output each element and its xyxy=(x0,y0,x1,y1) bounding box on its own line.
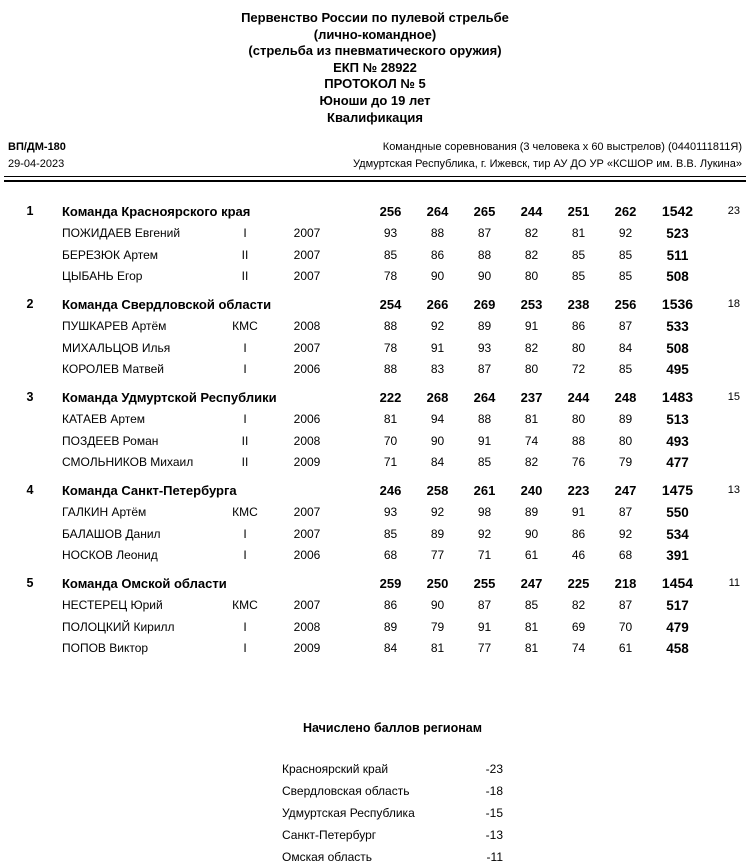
shooter-birth-year: 2007 xyxy=(293,504,321,519)
shooter-series-score: 92 xyxy=(618,526,633,541)
team-series-score: 240 xyxy=(520,483,543,498)
shooter-series-score: 93 xyxy=(477,340,492,355)
region-name: Санкт-Петербург xyxy=(282,828,377,842)
shooter-series-score: 91 xyxy=(430,340,445,355)
shooter-series-score: 81 xyxy=(524,619,539,634)
team-series-score: 266 xyxy=(426,297,449,312)
shooter-row xyxy=(8,223,742,245)
header-line: (лично-командное) xyxy=(313,26,437,42)
header-line: ЕКП № 28922 xyxy=(333,59,417,75)
team-total-score: 1483 xyxy=(661,389,694,405)
shooter-total-score: 534 xyxy=(666,526,689,542)
shooter-series-score: 88 xyxy=(430,225,445,240)
region-points-value: -23 xyxy=(485,762,503,776)
shooter-row xyxy=(8,359,742,381)
shooter-series-score: 92 xyxy=(430,318,445,333)
shooter-degree: II xyxy=(241,269,249,284)
shooter-series-score: 89 xyxy=(618,411,633,426)
team-rank: 1 xyxy=(26,204,34,218)
shooter-series-score: 80 xyxy=(571,411,586,426)
shooter-series-score: 46 xyxy=(571,548,586,563)
shooter-series-score: 89 xyxy=(383,619,398,634)
shooter-degree: I xyxy=(243,641,247,656)
shooter-series-score: 82 xyxy=(524,455,539,470)
region-name: Удмуртская Республика xyxy=(282,806,415,820)
shooter-degree: I xyxy=(243,225,247,240)
team-series-score: 268 xyxy=(426,390,449,405)
document-header xyxy=(0,10,750,126)
shooter-birth-year: 2007 xyxy=(293,526,321,541)
shooter-total-score: 550 xyxy=(666,504,689,520)
shooter-series-score: 92 xyxy=(430,504,445,519)
team-rank: 3 xyxy=(26,390,34,404)
region-points-row xyxy=(282,828,503,850)
team-series-score: 264 xyxy=(426,204,449,219)
team-total-score: 1454 xyxy=(661,575,694,591)
team-block xyxy=(8,294,742,387)
team-series-score: 250 xyxy=(426,576,449,591)
region-name: Омская область xyxy=(282,850,373,864)
team-block xyxy=(8,480,742,573)
shooter-series-score: 87 xyxy=(618,597,633,612)
shooter-row xyxy=(8,316,742,338)
shooter-birth-year: 2007 xyxy=(293,247,321,262)
shooter-series-score: 93 xyxy=(383,504,398,519)
team-series-score: 255 xyxy=(473,576,496,591)
shooter-total-score: 511 xyxy=(666,247,689,263)
team-total-score: 1536 xyxy=(661,296,694,312)
team-series-score: 246 xyxy=(379,483,402,498)
team-series-score: 225 xyxy=(567,576,590,591)
shooter-total-score: 513 xyxy=(666,411,689,427)
shooter-name: ПОПОВ Виктор xyxy=(62,641,149,656)
shooter-series-score: 93 xyxy=(383,225,398,240)
shooter-degree: II xyxy=(241,247,249,262)
shooter-series-score: 61 xyxy=(618,641,633,656)
shooter-degree: II xyxy=(241,433,249,448)
shooter-series-score: 80 xyxy=(524,362,539,377)
shooter-name: ПУШКАРЕВ Артём xyxy=(62,318,167,333)
shooter-degree: I xyxy=(243,548,247,563)
shooter-series-score: 82 xyxy=(524,340,539,355)
shooter-series-score: 85 xyxy=(571,269,586,284)
shooter-series-score: 71 xyxy=(383,455,398,470)
team-series-score: 254 xyxy=(379,297,402,312)
event-info-left xyxy=(8,139,66,172)
team-block xyxy=(8,387,742,480)
shooter-series-score: 84 xyxy=(618,340,633,355)
shooter-name: НЕСТЕРЕЦ Юрий xyxy=(62,597,163,612)
shooter-series-score: 84 xyxy=(430,455,445,470)
shooter-series-score: 86 xyxy=(383,597,398,612)
shooter-series-score: 89 xyxy=(477,318,492,333)
team-name: Команда Свердловской области xyxy=(62,297,272,312)
shooter-birth-year: 2006 xyxy=(293,362,321,377)
shooter-series-score: 70 xyxy=(383,433,398,448)
team-name: Команда Санкт-Петербурга xyxy=(62,483,237,498)
shooter-series-score: 68 xyxy=(383,548,398,563)
team-series-score: 265 xyxy=(473,204,496,219)
shooter-degree: II xyxy=(241,455,249,470)
shooter-series-score: 87 xyxy=(477,225,492,240)
shooter-series-score: 68 xyxy=(618,548,633,563)
shooter-total-score: 533 xyxy=(666,318,689,334)
shooter-series-score: 78 xyxy=(383,269,398,284)
shooter-series-score: 70 xyxy=(618,619,633,634)
shooter-series-score: 91 xyxy=(571,504,586,519)
header-line: (стрельба из пневматического оружия) xyxy=(248,43,502,59)
shooter-series-score: 90 xyxy=(430,269,445,284)
region-name: Свердловская область xyxy=(282,784,410,798)
shooter-series-score: 85 xyxy=(618,269,633,284)
shooter-row xyxy=(8,524,742,546)
shooter-total-score: 517 xyxy=(666,597,689,613)
team-name: Команда Омской области xyxy=(62,576,227,591)
shooter-series-score: 89 xyxy=(524,504,539,519)
shooter-row xyxy=(8,545,742,567)
shooter-series-score: 88 xyxy=(477,411,492,426)
shooter-series-score: 83 xyxy=(430,362,445,377)
venue: Удмуртская Республика, г. Ижевск, тир АУ ДО УР «КСШОР им. В.В. Лукина» xyxy=(353,157,742,170)
shooter-name: ПОЗДЕЕВ Роман xyxy=(62,433,159,448)
team-total-score: 1542 xyxy=(661,203,694,219)
team-series-score: 222 xyxy=(379,390,402,405)
shooter-series-score: 90 xyxy=(477,269,492,284)
event-info-right xyxy=(353,139,742,172)
shooter-row xyxy=(8,409,742,431)
shooter-series-score: 80 xyxy=(571,340,586,355)
team-block xyxy=(8,201,742,294)
shooter-name: ПОЖИДАЕВ Евгений xyxy=(62,225,181,240)
shooter-series-score: 88 xyxy=(477,247,492,262)
header-line: Первенство России по пулевой стрельбе xyxy=(241,10,509,25)
shooter-name: СМОЛЬНИКОВ Михаил xyxy=(62,455,194,470)
shooter-series-score: 72 xyxy=(571,362,586,377)
shooter-series-score: 61 xyxy=(524,548,539,563)
shooter-series-score: 90 xyxy=(430,433,445,448)
shooter-degree: I xyxy=(243,526,247,541)
region-name: Красноярский край xyxy=(282,762,389,776)
team-region-points: 11 xyxy=(728,577,740,589)
region-points-value: -13 xyxy=(485,828,503,842)
shooter-series-score: 85 xyxy=(477,455,492,470)
team-header-row xyxy=(8,387,742,409)
shooter-series-score: 86 xyxy=(571,526,586,541)
shooter-series-score: 81 xyxy=(383,411,398,426)
team-total-score: 1475 xyxy=(661,482,694,498)
shooter-row xyxy=(8,452,742,474)
team-series-score: 218 xyxy=(614,576,637,591)
shooter-birth-year: 2006 xyxy=(293,411,321,426)
header-line: Юноши до 19 лет xyxy=(319,92,431,108)
shooter-total-score: 458 xyxy=(666,641,689,657)
shooter-total-score: 479 xyxy=(666,619,689,635)
shooter-degree: КМС xyxy=(232,318,258,333)
shooter-row xyxy=(8,502,742,524)
shooter-series-score: 81 xyxy=(524,641,539,656)
shooter-series-score: 82 xyxy=(571,597,586,612)
region-points-title: Начислено баллов регионам xyxy=(303,721,482,735)
shooter-series-score: 69 xyxy=(571,619,586,634)
team-series-score: 264 xyxy=(473,390,496,405)
team-block xyxy=(8,573,742,666)
team-region-points: 15 xyxy=(727,391,740,403)
shooter-row xyxy=(8,338,742,360)
shooter-series-score: 94 xyxy=(430,411,445,426)
shooter-degree: КМС xyxy=(232,504,258,519)
shooter-birth-year: 2008 xyxy=(293,433,321,448)
shooter-series-score: 87 xyxy=(618,318,633,333)
shooter-series-score: 88 xyxy=(571,433,586,448)
team-name: Команда Красноярского края xyxy=(62,204,251,219)
shooter-series-score: 92 xyxy=(477,526,492,541)
shooter-series-score: 78 xyxy=(383,340,398,355)
shooter-degree: I xyxy=(243,411,247,426)
shooter-series-score: 79 xyxy=(430,619,445,634)
team-rank: 5 xyxy=(26,576,34,590)
divider-line-thin xyxy=(4,176,746,177)
shooter-series-score: 90 xyxy=(430,597,445,612)
shooter-series-score: 85 xyxy=(383,526,398,541)
shooter-degree: I xyxy=(243,619,247,634)
shooter-name: КАТАЕВ Артем xyxy=(62,411,146,426)
region-points-value: -15 xyxy=(485,806,503,820)
shooter-series-score: 79 xyxy=(618,455,633,470)
shooter-series-score: 82 xyxy=(524,225,539,240)
shooter-series-score: 91 xyxy=(524,318,539,333)
shooter-series-score: 71 xyxy=(477,548,492,563)
shooter-total-score: 391 xyxy=(666,548,689,564)
shooter-series-score: 91 xyxy=(477,619,492,634)
team-series-score: 256 xyxy=(614,297,637,312)
shooter-birth-year: 2008 xyxy=(293,619,321,634)
team-series-score: 259 xyxy=(379,576,402,591)
team-region-points: 23 xyxy=(727,205,740,217)
shooter-series-score: 85 xyxy=(383,247,398,262)
shooter-series-score: 85 xyxy=(618,362,633,377)
shooter-name: БЕРЕЗЮК Артем xyxy=(62,247,159,262)
shooter-birth-year: 2008 xyxy=(293,318,321,333)
region-points-row xyxy=(282,806,503,828)
team-series-score: 244 xyxy=(520,204,543,219)
team-series-score: 248 xyxy=(614,390,637,405)
shooter-series-score: 91 xyxy=(477,433,492,448)
team-series-score: 238 xyxy=(567,297,590,312)
region-points-row xyxy=(282,784,503,806)
team-series-score: 269 xyxy=(473,297,496,312)
shooter-row xyxy=(8,266,742,288)
team-series-score: 247 xyxy=(520,576,543,591)
shooter-series-score: 98 xyxy=(477,504,492,519)
divider-line-thick xyxy=(4,180,746,182)
shooter-series-score: 84 xyxy=(383,641,398,656)
shooter-name: БАЛАШОВ Данил xyxy=(62,526,161,541)
region-points-list xyxy=(282,762,503,866)
team-series-score: 223 xyxy=(567,483,590,498)
shooter-series-score: 80 xyxy=(618,433,633,448)
team-name: Команда Удмуртской Республики xyxy=(62,390,277,405)
shooter-name: ПОЛОЦКИЙ Кирилл xyxy=(62,619,175,634)
shooter-total-score: 493 xyxy=(666,433,689,449)
shooter-name: МИХАЛЬЦОВ Илья xyxy=(62,340,171,355)
shooter-row xyxy=(8,638,742,660)
shooter-degree: I xyxy=(243,362,247,377)
shooter-series-score: 86 xyxy=(430,247,445,262)
shooter-name: НОСКОВ Леонид xyxy=(62,548,158,563)
shooter-birth-year: 2007 xyxy=(293,597,321,612)
team-header-row xyxy=(8,573,742,595)
region-points-row xyxy=(282,850,503,866)
shooter-series-score: 89 xyxy=(430,526,445,541)
shooter-row xyxy=(8,595,742,617)
shooter-series-score: 77 xyxy=(430,548,445,563)
team-series-score: 244 xyxy=(567,390,590,405)
shooter-degree: I xyxy=(243,340,247,355)
shooter-row xyxy=(8,431,742,453)
team-header-row xyxy=(8,294,742,316)
team-series-score: 256 xyxy=(379,204,402,219)
shooter-total-score: 477 xyxy=(666,455,689,471)
shooter-series-score: 87 xyxy=(477,362,492,377)
team-header-row xyxy=(8,201,742,223)
region-points-row xyxy=(282,762,503,784)
shooter-total-score: 508 xyxy=(666,340,689,356)
shooter-series-score: 76 xyxy=(571,455,586,470)
shooter-name: КОРОЛЕВ Матвей xyxy=(62,362,164,377)
header-line: ПРОТОКОЛ № 5 xyxy=(324,76,426,92)
shooter-series-score: 85 xyxy=(618,247,633,262)
shooter-series-score: 90 xyxy=(524,526,539,541)
shooter-birth-year: 2006 xyxy=(293,548,321,563)
region-points-section xyxy=(282,721,503,866)
shooter-series-score: 81 xyxy=(571,225,586,240)
shooter-series-score: 80 xyxy=(524,269,539,284)
shooter-series-score: 88 xyxy=(383,318,398,333)
region-points-value: -11 xyxy=(486,850,503,864)
shooter-series-score: 82 xyxy=(524,247,539,262)
event-date: 29-04-2023 xyxy=(8,157,65,170)
team-series-score: 247 xyxy=(614,483,637,498)
team-series-score: 253 xyxy=(520,297,543,312)
shooter-total-score: 523 xyxy=(666,225,689,241)
event-info xyxy=(8,139,742,172)
team-region-points: 18 xyxy=(727,298,740,310)
shooter-series-score: 92 xyxy=(618,225,633,240)
shooter-series-score: 87 xyxy=(618,504,633,519)
shooter-row xyxy=(8,245,742,267)
shooter-series-score: 86 xyxy=(571,318,586,333)
shooter-series-score: 85 xyxy=(571,247,586,262)
shooter-total-score: 508 xyxy=(666,269,689,285)
shooter-name: ЦЫБАНЬ Егор xyxy=(62,269,143,284)
team-region-points: 13 xyxy=(727,484,740,496)
shooter-birth-year: 2007 xyxy=(293,225,321,240)
shooter-series-score: 88 xyxy=(383,362,398,377)
team-series-score: 251 xyxy=(567,204,590,219)
header-line: Квалификация xyxy=(327,109,423,125)
shooter-birth-year: 2009 xyxy=(293,641,321,656)
competition-type: Командные соревнования (3 человека x 60 выстрелов) (0440111811Я) xyxy=(382,141,742,153)
shooter-birth-year: 2009 xyxy=(293,455,321,470)
shooter-series-score: 74 xyxy=(571,641,586,656)
team-rank: 2 xyxy=(26,297,34,311)
team-series-score: 258 xyxy=(426,483,449,498)
team-series-score: 237 xyxy=(520,390,543,405)
shooter-name: ГАЛКИН Артём xyxy=(62,504,147,519)
shooter-series-score: 81 xyxy=(430,641,445,656)
exercise-code: ВП/ДМ-180 xyxy=(8,141,66,153)
shooter-series-score: 85 xyxy=(524,597,539,612)
shooter-birth-year: 2007 xyxy=(293,269,321,284)
teams-table xyxy=(8,201,742,666)
shooter-series-score: 77 xyxy=(477,641,492,656)
shooter-series-score: 81 xyxy=(524,411,539,426)
shooter-birth-year: 2007 xyxy=(293,340,321,355)
shooter-row xyxy=(8,617,742,639)
team-header-row xyxy=(8,480,742,502)
shooter-total-score: 495 xyxy=(666,362,689,378)
shooter-series-score: 74 xyxy=(524,433,539,448)
shooter-series-score: 87 xyxy=(477,597,492,612)
team-series-score: 261 xyxy=(473,483,496,498)
team-rank: 4 xyxy=(26,483,34,497)
region-points-value: -18 xyxy=(485,784,503,798)
team-series-score: 262 xyxy=(614,204,637,219)
shooter-degree: КМС xyxy=(232,597,258,612)
